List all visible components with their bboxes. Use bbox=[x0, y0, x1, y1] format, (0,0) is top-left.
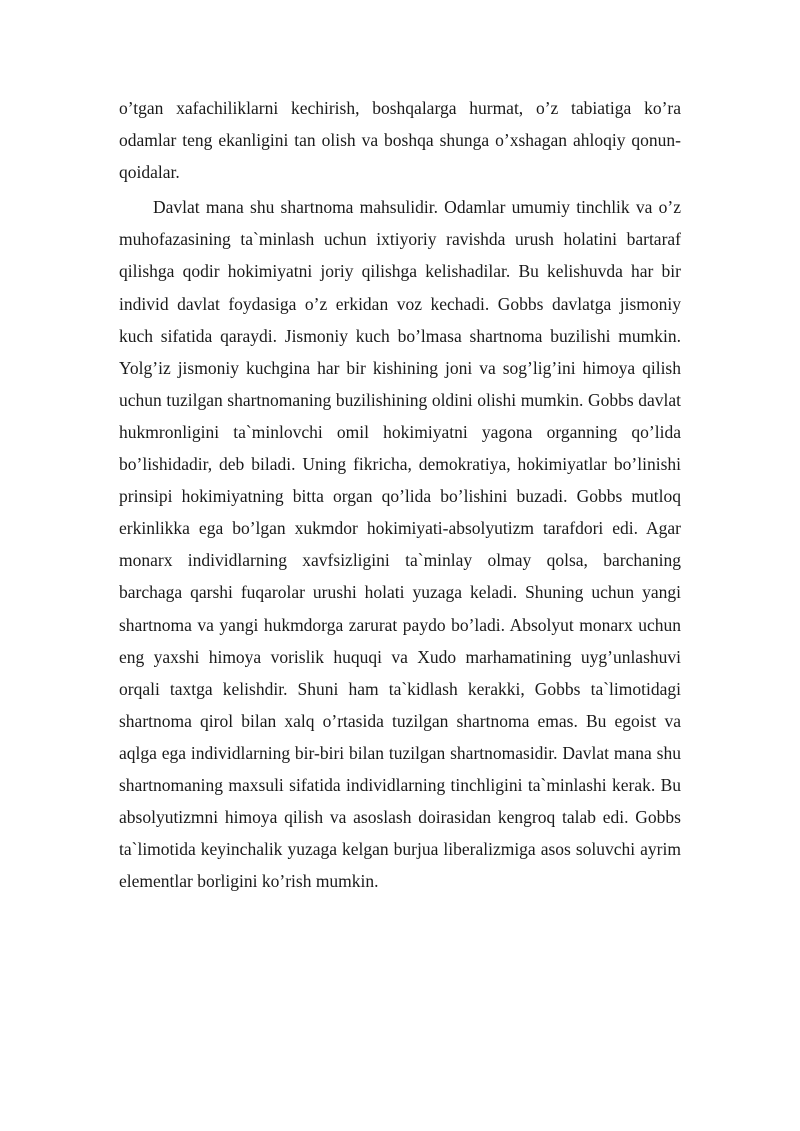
paragraph-main: Davlat mana shu shartnoma mahsulidir. Odamlar umumiy tinchlik va o’z muhofazasining ta`minlash uchun ixtiyoriy ravishda urush holatini bartaraf qilishga qodir hokimiyatni joriy qilishga kelishadilar. Bu kelishuvda har bir individ davlat foydasiga o’z erkidan voz kechadi. Gobbs davlatga jismoniy kuch sifatida qaraydi. Jismoniy kuch bo’lmasa shartnoma buzilishi mumkin. Yolg’iz jismoniy kuchgina har bir kishining joni va sog’lig’ini himoya qilish uchun tuzilgan shartnomaning buzilishining oldini olishi mumkin. Gobbs davlat hukmronligini ta`minlovchi omil hokimiyatni yagona organning qo’lida bo’lishidadir, deb biladi. Uning fikricha, demokratiya, hokimiyatlar bo’linishi prinsipi hokimiyatning bitta organ qo’lida bo’lishini buzadi. Gobbs mutloq erkinlikka ega bo’lgan xukmdor hokimiyati-absolyutizm tarafdori edi. Agar monarx individlarning xavfsizligini ta`minlay olmay qolsa, barchaning barchaga qarshi fuqarolar urushi holati yuzaga keladi. Shuning uchun yangi shartnoma va yangi hukmdorga zarurat paydo bo’ladi. Absolyut monarx uchun eng yaxshi himoya vorislik huquqi va Xudo marhamatining uyg’unlashuvi orqali taxtga kelishdir. Shuni ham ta`kidlash kerakki, Gobbs ta`limotidagi shartnoma qirol bilan xalq o’rtasida tuzilgan shartnoma emas. Bu egoist va aqlga ega individlarning bir-biri bilan tuzilgan shartnomasidir. Davlat mana shu shartnomaning maxsuli sifatida individlarning tinchligini ta`minlashi kerak. Bu absolyutizmni himoya qilish va asoslash doirasidan kengroq talab edi. Gobbs ta`limotida keyinchalik yuzaga kelgan burjua liberalizmiga asos soluvchi ayrim elementlar borligini ko’rish mumkin. bbox=[119, 197, 681, 892]
document-page bbox=[119, 92, 681, 897]
paragraph-continuation: o’tgan xafachiliklarni kechirish, boshqalarga hurmat, o’z tabiatiga ko’ra odamlar teng ekanligini tan olish va boshqa shunga o’xshagan ahloqiy qonun-qoidalar. bbox=[119, 98, 681, 183]
